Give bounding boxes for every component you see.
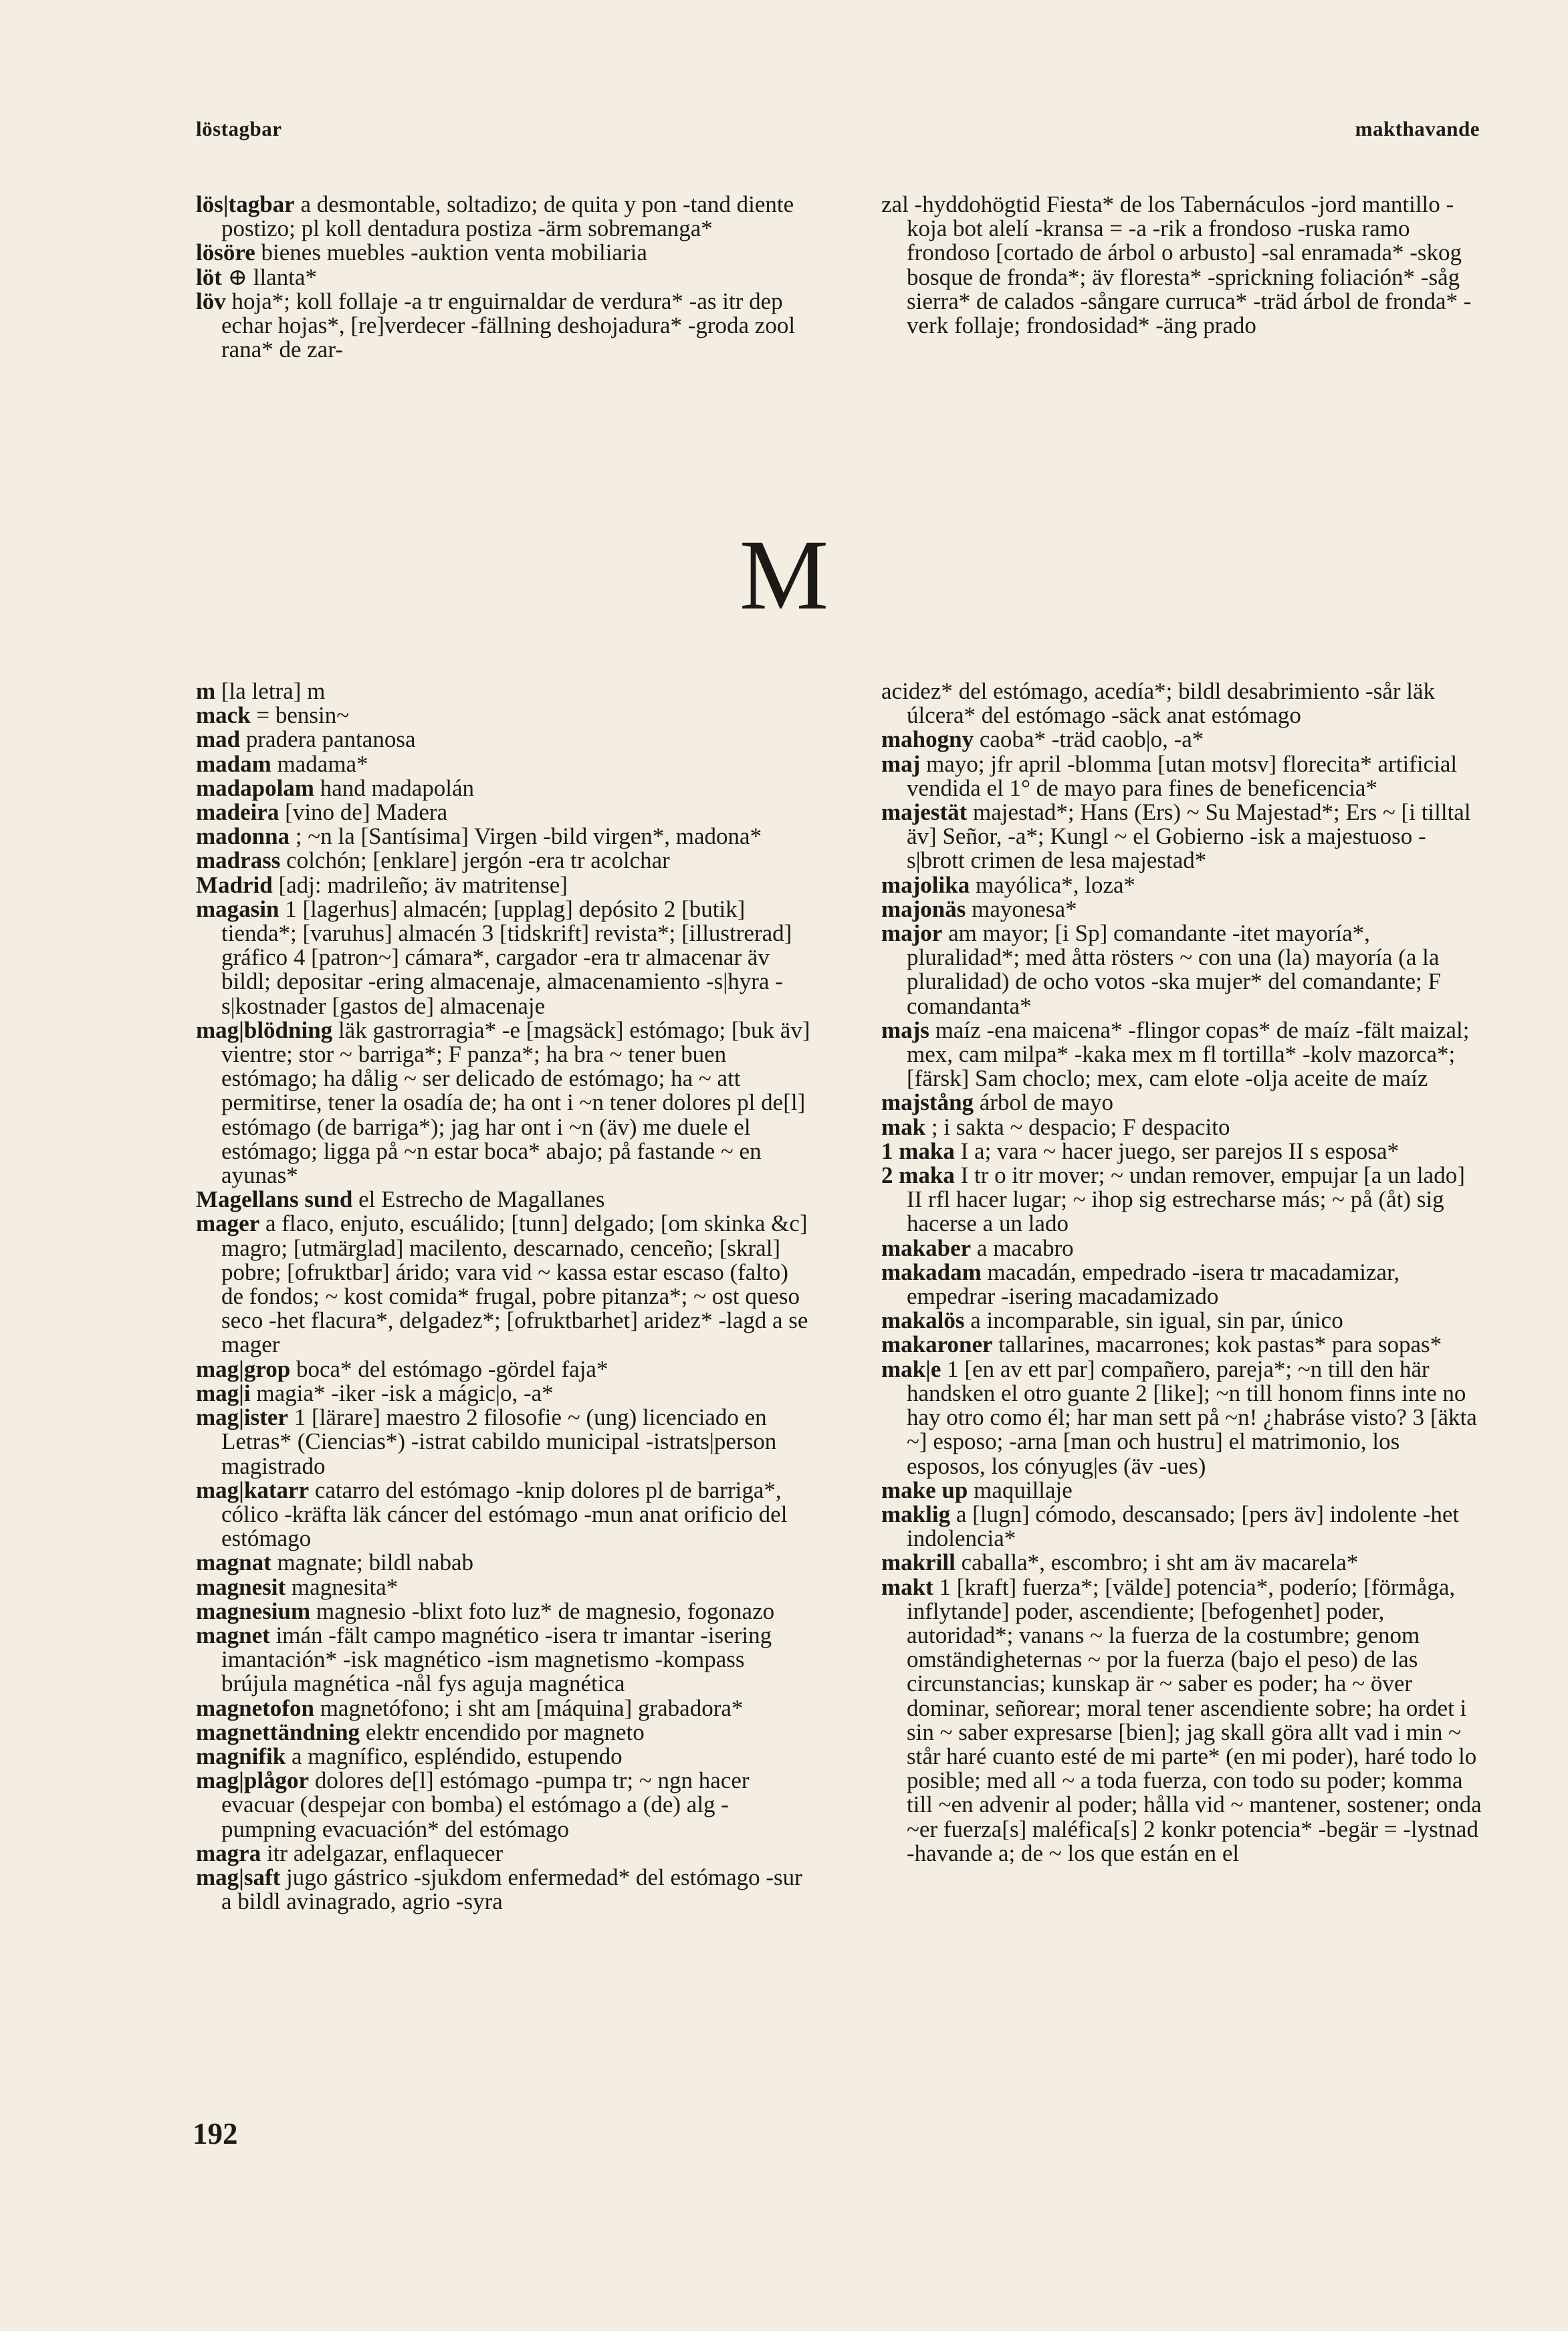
headword: mak bbox=[881, 1113, 926, 1140]
entry-definition: bienes muebles -auktion venta mobiliaria bbox=[261, 239, 647, 266]
entry-definition: madama* bbox=[277, 750, 368, 777]
headword: löv bbox=[196, 288, 226, 314]
entry-definition: ⊕ llanta* bbox=[227, 263, 317, 290]
dictionary-entry bbox=[881, 1575, 1483, 1866]
left-guide-word: löstagbar bbox=[196, 117, 282, 140]
dictionary-entry bbox=[196, 897, 813, 1018]
dictionary-entry bbox=[881, 752, 1483, 800]
dictionary-entry bbox=[196, 1624, 813, 1696]
dictionary-entry bbox=[196, 1478, 813, 1551]
headword: mag|i bbox=[196, 1379, 251, 1406]
entry-definition: maquillaje bbox=[974, 1476, 1073, 1503]
headword: makaber bbox=[881, 1234, 972, 1261]
headword: mag|saft bbox=[196, 1864, 281, 1890]
entry-definition: a flaco, enjuto, escuálido; [tunn] delgado; [om skinka &c] magro; [utmärglad] macilento, descarnado, cenceño; [skral] pobre; [ofruktbar] árido; vara vid ~ kassa estar escaso (falto) de fondos; ~ kost comida* frugal, pobre pitanza*; ~ ost queso seco -het flacura*, delgadez*; [ofruktbarhet] aridez* -lagd a se mager bbox=[221, 1210, 808, 1358]
headword: magnettändning bbox=[196, 1718, 360, 1745]
entry-definition: magnetófono; i sht am [máquina] grabadora* bbox=[320, 1694, 744, 1721]
entry-definition: imán -fält campo magnético -isera tr imantar -isering imantación* -isk magnético -ism magnetismo -kompass brújula magnética -nål fys aguja magnética bbox=[221, 1622, 772, 1697]
dictionary-entry bbox=[881, 1236, 1483, 1260]
dictionary-entry bbox=[881, 1478, 1483, 1503]
dictionary-entry bbox=[196, 1842, 813, 1866]
dictionary-entry bbox=[881, 1333, 1483, 1357]
headword: madeira bbox=[196, 799, 279, 826]
dictionary-entry bbox=[196, 1381, 813, 1406]
headword: magnet bbox=[196, 1622, 270, 1648]
section-letter: M bbox=[739, 520, 829, 631]
headword: mag|katarr bbox=[196, 1476, 310, 1503]
headword: mager bbox=[196, 1210, 260, 1237]
dictionary-entry bbox=[196, 1212, 813, 1357]
headword: Magellans sund bbox=[196, 1186, 353, 1213]
dictionary-entry bbox=[881, 800, 1483, 873]
headword: madonna bbox=[196, 823, 290, 850]
dictionary-entry bbox=[881, 1115, 1483, 1139]
entry-definition: magnate; bildl nabab bbox=[277, 1549, 474, 1576]
headword: Madrid bbox=[196, 871, 273, 898]
dictionary-entry bbox=[881, 1139, 1483, 1163]
dictionary-entry bbox=[196, 728, 813, 752]
dictionary-entry bbox=[881, 1091, 1483, 1115]
entry-definition: árbol de mayo bbox=[979, 1089, 1114, 1116]
headword: mag|blödning bbox=[196, 1016, 333, 1043]
entry-definition: itr adelgazar, enflaquecer bbox=[266, 1840, 503, 1866]
dictionary-entry bbox=[881, 1309, 1483, 1333]
headword: majolika bbox=[881, 871, 970, 898]
entry-definition: jugo gástrico -sjukdom enfermedad* del estómago -sur a bildl avinagrado, agrio -syra bbox=[221, 1864, 802, 1915]
dictionary-entry bbox=[881, 728, 1483, 752]
headword: make up bbox=[881, 1476, 968, 1503]
headword: madrass bbox=[196, 847, 281, 874]
dictionary-entry bbox=[881, 1260, 1483, 1309]
headword: makadam bbox=[881, 1258, 982, 1285]
top-right-column bbox=[881, 193, 1483, 338]
page-number: 192 bbox=[193, 2117, 238, 2150]
dictionary-entry bbox=[196, 1575, 813, 1599]
dictionary-entry bbox=[196, 1018, 813, 1188]
headword: major bbox=[881, 920, 943, 947]
entry-definition: maíz -ena maicena* -flingor copas* de maíz -fält maizal; mex, cam milpa* -kaka mex m fl tortilla* -kolv mazorca*; [färsk] Sam choclo; mex, cam elote -olja aceite de maíz bbox=[907, 1016, 1470, 1092]
entry-definition: [la letra] m bbox=[221, 678, 326, 704]
right-guide-word: makthavande bbox=[1355, 117, 1480, 140]
dictionary-entry bbox=[196, 703, 813, 728]
entry-definition: [vino de] Madera bbox=[285, 799, 448, 826]
dictionary-entry bbox=[196, 1696, 813, 1720]
entry-definition: mayo; jfr april -blomma [utan motsv] florecita* artificial vendida el 1° de mayo para fines de beneficencia* bbox=[907, 750, 1458, 801]
dictionary-entry bbox=[196, 800, 813, 824]
entry-definition: I tr o itr mover; ~ undan remover, empujar [a un lado] II rfl hacer lugar; ~ ihop sig estrecharse más; ~ på (åt) sig hacerse a un lado bbox=[907, 1162, 1465, 1237]
left-column bbox=[196, 679, 813, 1914]
dictionary-entry bbox=[881, 1163, 1483, 1236]
dictionary-entry bbox=[881, 1018, 1483, 1091]
dictionary-entry bbox=[196, 193, 813, 241]
headword: 1 maka bbox=[881, 1137, 955, 1164]
entry-definition: hand madapolán bbox=[320, 774, 475, 801]
entry-definition: am mayor; [i Sp] comandante -itet mayoría*, pluralidad*; med åtta rösters ~ con una (la) mayoría (a la pluralidad) de ocho votos -ska mujer* del comandante; F comandanta* bbox=[907, 920, 1441, 1019]
headword: magnetofon bbox=[196, 1694, 314, 1721]
headword: mag|grop bbox=[196, 1355, 291, 1382]
dictionary-entry bbox=[196, 776, 813, 800]
headword: mad bbox=[196, 726, 241, 753]
dictionary-entry bbox=[196, 1357, 813, 1381]
headword: lösöre bbox=[196, 239, 255, 266]
entry-definition: magnesita* bbox=[291, 1573, 399, 1600]
dictionary-entry bbox=[196, 1745, 813, 1769]
top-left-column bbox=[196, 193, 813, 362]
headword: makt bbox=[881, 1573, 933, 1600]
headword: madam bbox=[196, 750, 271, 777]
entry-definition: ; i sakta ~ despacio; F despacito bbox=[931, 1113, 1230, 1140]
entry-definition: magia* -iker -isk a mágic|o, -a* bbox=[256, 1379, 554, 1406]
entry-definition: a desmontable, soltadizo; de quita y pon -tand diente postizo; pl koll dentadura postiza -ärm sobremanga* bbox=[221, 191, 794, 242]
dictionary-entry bbox=[881, 1357, 1483, 1478]
dictionary-entry bbox=[881, 1503, 1483, 1551]
entry-definition: läk gastrorragia* -e [magsäck] estómago; [buk äv] vientre; stor ~ barriga*; F panza*; ha bra ~ tener buen estómago; ha dålig ~ ser delicado de estómago; ha ~ att permitirse, tener la osadía de; ha ont i ~n tener dolores pl de[l] estómago (de barriga*); jag har ont i ~n (äv) me duele el estómago; ligga på ~n estar boca* abajo; på fastande ~ en ayunas* bbox=[221, 1016, 810, 1189]
headword: maklig bbox=[881, 1501, 951, 1527]
entry-definition: a macabro bbox=[976, 1234, 1074, 1261]
headword: mag|ister bbox=[196, 1404, 288, 1431]
headword: lös|tagbar bbox=[196, 191, 295, 217]
entry-definition: macadán, empedrado -isera tr macadamizar, empedrar -isering macadamizado bbox=[907, 1258, 1400, 1310]
dictionary-entry bbox=[881, 921, 1483, 1018]
entry-definition: [adj: madrileño; äv matritense] bbox=[278, 871, 568, 898]
dictionary-entry bbox=[196, 1769, 813, 1842]
entry-definition: zal -hyddohögtid Fiesta* de los Tabernáculos -jord mantillo -koja bot alelí -kransa = -a -rik a frondoso -ruska ramo frondoso [cortado de árbol o arbusto] -sal enramada* -skog bosque de fronda*; äv floresta* -sprickning foliación* -såg sierra* de calados -sångare curruca* -träd árbol de fronda* -verk follaje; frondosidad* -äng prado bbox=[881, 191, 1472, 339]
entry-definition: boca* del estómago -gördel faja* bbox=[296, 1355, 608, 1382]
headword: majonäs bbox=[881, 895, 966, 922]
headword: majestät bbox=[881, 799, 968, 826]
headword: makrill bbox=[881, 1549, 956, 1576]
entry-definition: elektr encendido por magneto bbox=[365, 1718, 645, 1745]
dictionary-entry bbox=[196, 1188, 813, 1212]
headword: mack bbox=[196, 702, 251, 729]
entry-definition: tallarines, macarrones; kok pastas* para sopas* bbox=[998, 1331, 1442, 1358]
dictionary-entry bbox=[196, 1720, 813, 1745]
entry-definition: mayólica*, loza* bbox=[975, 871, 1136, 898]
entry-definition: colchón; [enklare] jergón -era tr acolchar bbox=[286, 847, 670, 874]
dictionary-entry bbox=[196, 1866, 813, 1914]
entry-definition: a magnífico, espléndido, estupendo bbox=[291, 1743, 623, 1769]
dictionary-entry bbox=[196, 290, 813, 362]
headword: mahogny bbox=[881, 726, 974, 753]
dictionary-entry bbox=[196, 1406, 813, 1478]
entry-definition: hoja*; koll follaje -a tr enguirnaldar de verdura* -as itr dep echar hojas*, [re]verdecer -fällning deshojadura* -groda zool rana* de zar- bbox=[221, 288, 796, 363]
dictionary-entry bbox=[881, 897, 1483, 921]
dictionary-entry bbox=[881, 679, 1483, 728]
dictionary-entry bbox=[196, 849, 813, 873]
headword: magnifik bbox=[196, 1743, 286, 1769]
dictionary-entry bbox=[196, 679, 813, 703]
headword: makaroner bbox=[881, 1331, 993, 1358]
entry-definition: 1 [kraft] fuerza*; [välde] potencia*, poderío; [förmåga, inflytande] poder, ascendiente; [befogenhet] poder, autoridad*; vanans ~ la fuerza de la costumbre; genom omständigheternas ~ por la fuerza (bajo el peso) de las circunstancias; kunskap är ~ saber es poder; ha ~ över dominar, señorear; moral tener ascendiente sobre; ha ordet i sin ~ saber expresarse [bien]; jag skall göra allt vad i min ~ står haré cuanto esté de mi parte* (en mi poder), haré todo lo posible; med all ~ a toda fuerza, con todo su poder; komma till ~en advenir al poder; hålla vid ~ mantener, sostener; onda ~er fuerza[s] maléfica[s] 2 konkr potencia* -begär = -lystnad -havande a; de ~ los que están en el bbox=[907, 1573, 1482, 1866]
entry-definition: 1 [lagerhus] almacén; [upplag] depósito 2 [butik] tienda*; [varuhus] almacén 3 [tidskrift] revista*; [illustrerad] gráfico 4 [patron~] cámara*, cargador -era tr almacenar äv bildl; depositar -ering almacenaje, almacenamiento -s|hyra -s|kostnader [gastos de] almacenaje bbox=[221, 895, 792, 1019]
headword: majs bbox=[881, 1016, 929, 1043]
entry-definition: ; ~n la [Santísima] Virgen -bild virgen*, madona* bbox=[295, 823, 762, 850]
headword: löt bbox=[196, 263, 222, 290]
entry-definition: a incomparable, sin igual, sin par, único bbox=[970, 1307, 1343, 1334]
entry-definition: 1 [lärare] maestro 2 filosofie ~ (ung) licenciado en Letras* (Ciencias*) -istrat cabildo municipal -istrats|person magistrado bbox=[221, 1404, 777, 1479]
headword: makalös bbox=[881, 1307, 965, 1334]
headword: mak|e bbox=[881, 1355, 941, 1382]
entry-definition: pradera pantanosa bbox=[245, 726, 416, 753]
entry-definition: I a; vara ~ hacer juego, ser parejos II s esposa* bbox=[960, 1137, 1399, 1164]
entry-definition: el Estrecho de Magallanes bbox=[358, 1186, 605, 1213]
entry-definition: = bensin~ bbox=[256, 702, 350, 729]
dictionary-entry bbox=[881, 873, 1483, 897]
dictionary-entry bbox=[196, 1551, 813, 1575]
entry-definition: acidez* del estómago, acedía*; bildl desabrimiento -sår läk úlcera* del estómago -säck anat estómago bbox=[881, 678, 1436, 729]
entry-definition: a [lugn] cómodo, descansado; [pers äv] indolente -het indolencia* bbox=[907, 1501, 1460, 1552]
dictionary-entry bbox=[196, 752, 813, 776]
headword: magnesium bbox=[196, 1597, 311, 1624]
headword: majstång bbox=[881, 1089, 974, 1116]
dictionary-entry bbox=[196, 873, 813, 897]
entry-definition: 1 [en av ett par] compañero, pareja*; ~n till den här handsken el otro guante 2 [like]; ~n till honom finns inte no hay otro como él; har man sett på ~n! ¿habráse visto? 3 [äkta ~] esposo; -arna [man och hustru] el matrimonio, los esposos, los cónyug|es (äv -ues) bbox=[907, 1355, 1477, 1479]
entry-definition: majestad*; Hans (Ers) ~ Su Majestad*; Ers ~ [i tilltal äv] Señor, -a*; Kungl ~ el Gobierno -isk a majestuoso -s|brott crimen de lesa majestad* bbox=[907, 799, 1471, 874]
headword: magnat bbox=[196, 1549, 271, 1576]
dictionary-entry bbox=[196, 241, 813, 265]
headword: mag|plågor bbox=[196, 1767, 310, 1794]
entry-definition: caoba* -träd caob|o, -a* bbox=[979, 726, 1204, 753]
headword: 2 maka bbox=[881, 1162, 955, 1189]
dictionary-entry bbox=[196, 824, 813, 849]
headword: madapolam bbox=[196, 774, 314, 801]
headword: magra bbox=[196, 1840, 261, 1866]
entry-definition: magnesio -blixt foto luz* de magnesio, fogonazo bbox=[316, 1597, 775, 1624]
entry-definition: catarro del estómago -knip dolores pl de barriga*, cólico -kräfta läk cáncer del estómago -mun anat orificio del estómago bbox=[221, 1476, 788, 1552]
entry-definition: caballa*, escombro; i sht am äv macarela* bbox=[961, 1549, 1359, 1576]
entry-definition: dolores de[l] estómago -pumpa tr; ~ ngn hacer evacuar (despejar con bomba) el estómago a (de) alg -pumpning evacuación* del estómago bbox=[221, 1767, 750, 1842]
dictionary-entry bbox=[196, 1599, 813, 1624]
right-column bbox=[881, 679, 1483, 1866]
dictionary-entry bbox=[881, 1551, 1483, 1575]
headword: m bbox=[196, 678, 216, 704]
dictionary-entry bbox=[196, 265, 813, 290]
dictionary-entry bbox=[881, 193, 1483, 338]
headword: magasin bbox=[196, 895, 279, 922]
entry-definition: mayonesa* bbox=[972, 895, 1077, 922]
headword: magnesit bbox=[196, 1573, 286, 1600]
headword: maj bbox=[881, 750, 921, 777]
